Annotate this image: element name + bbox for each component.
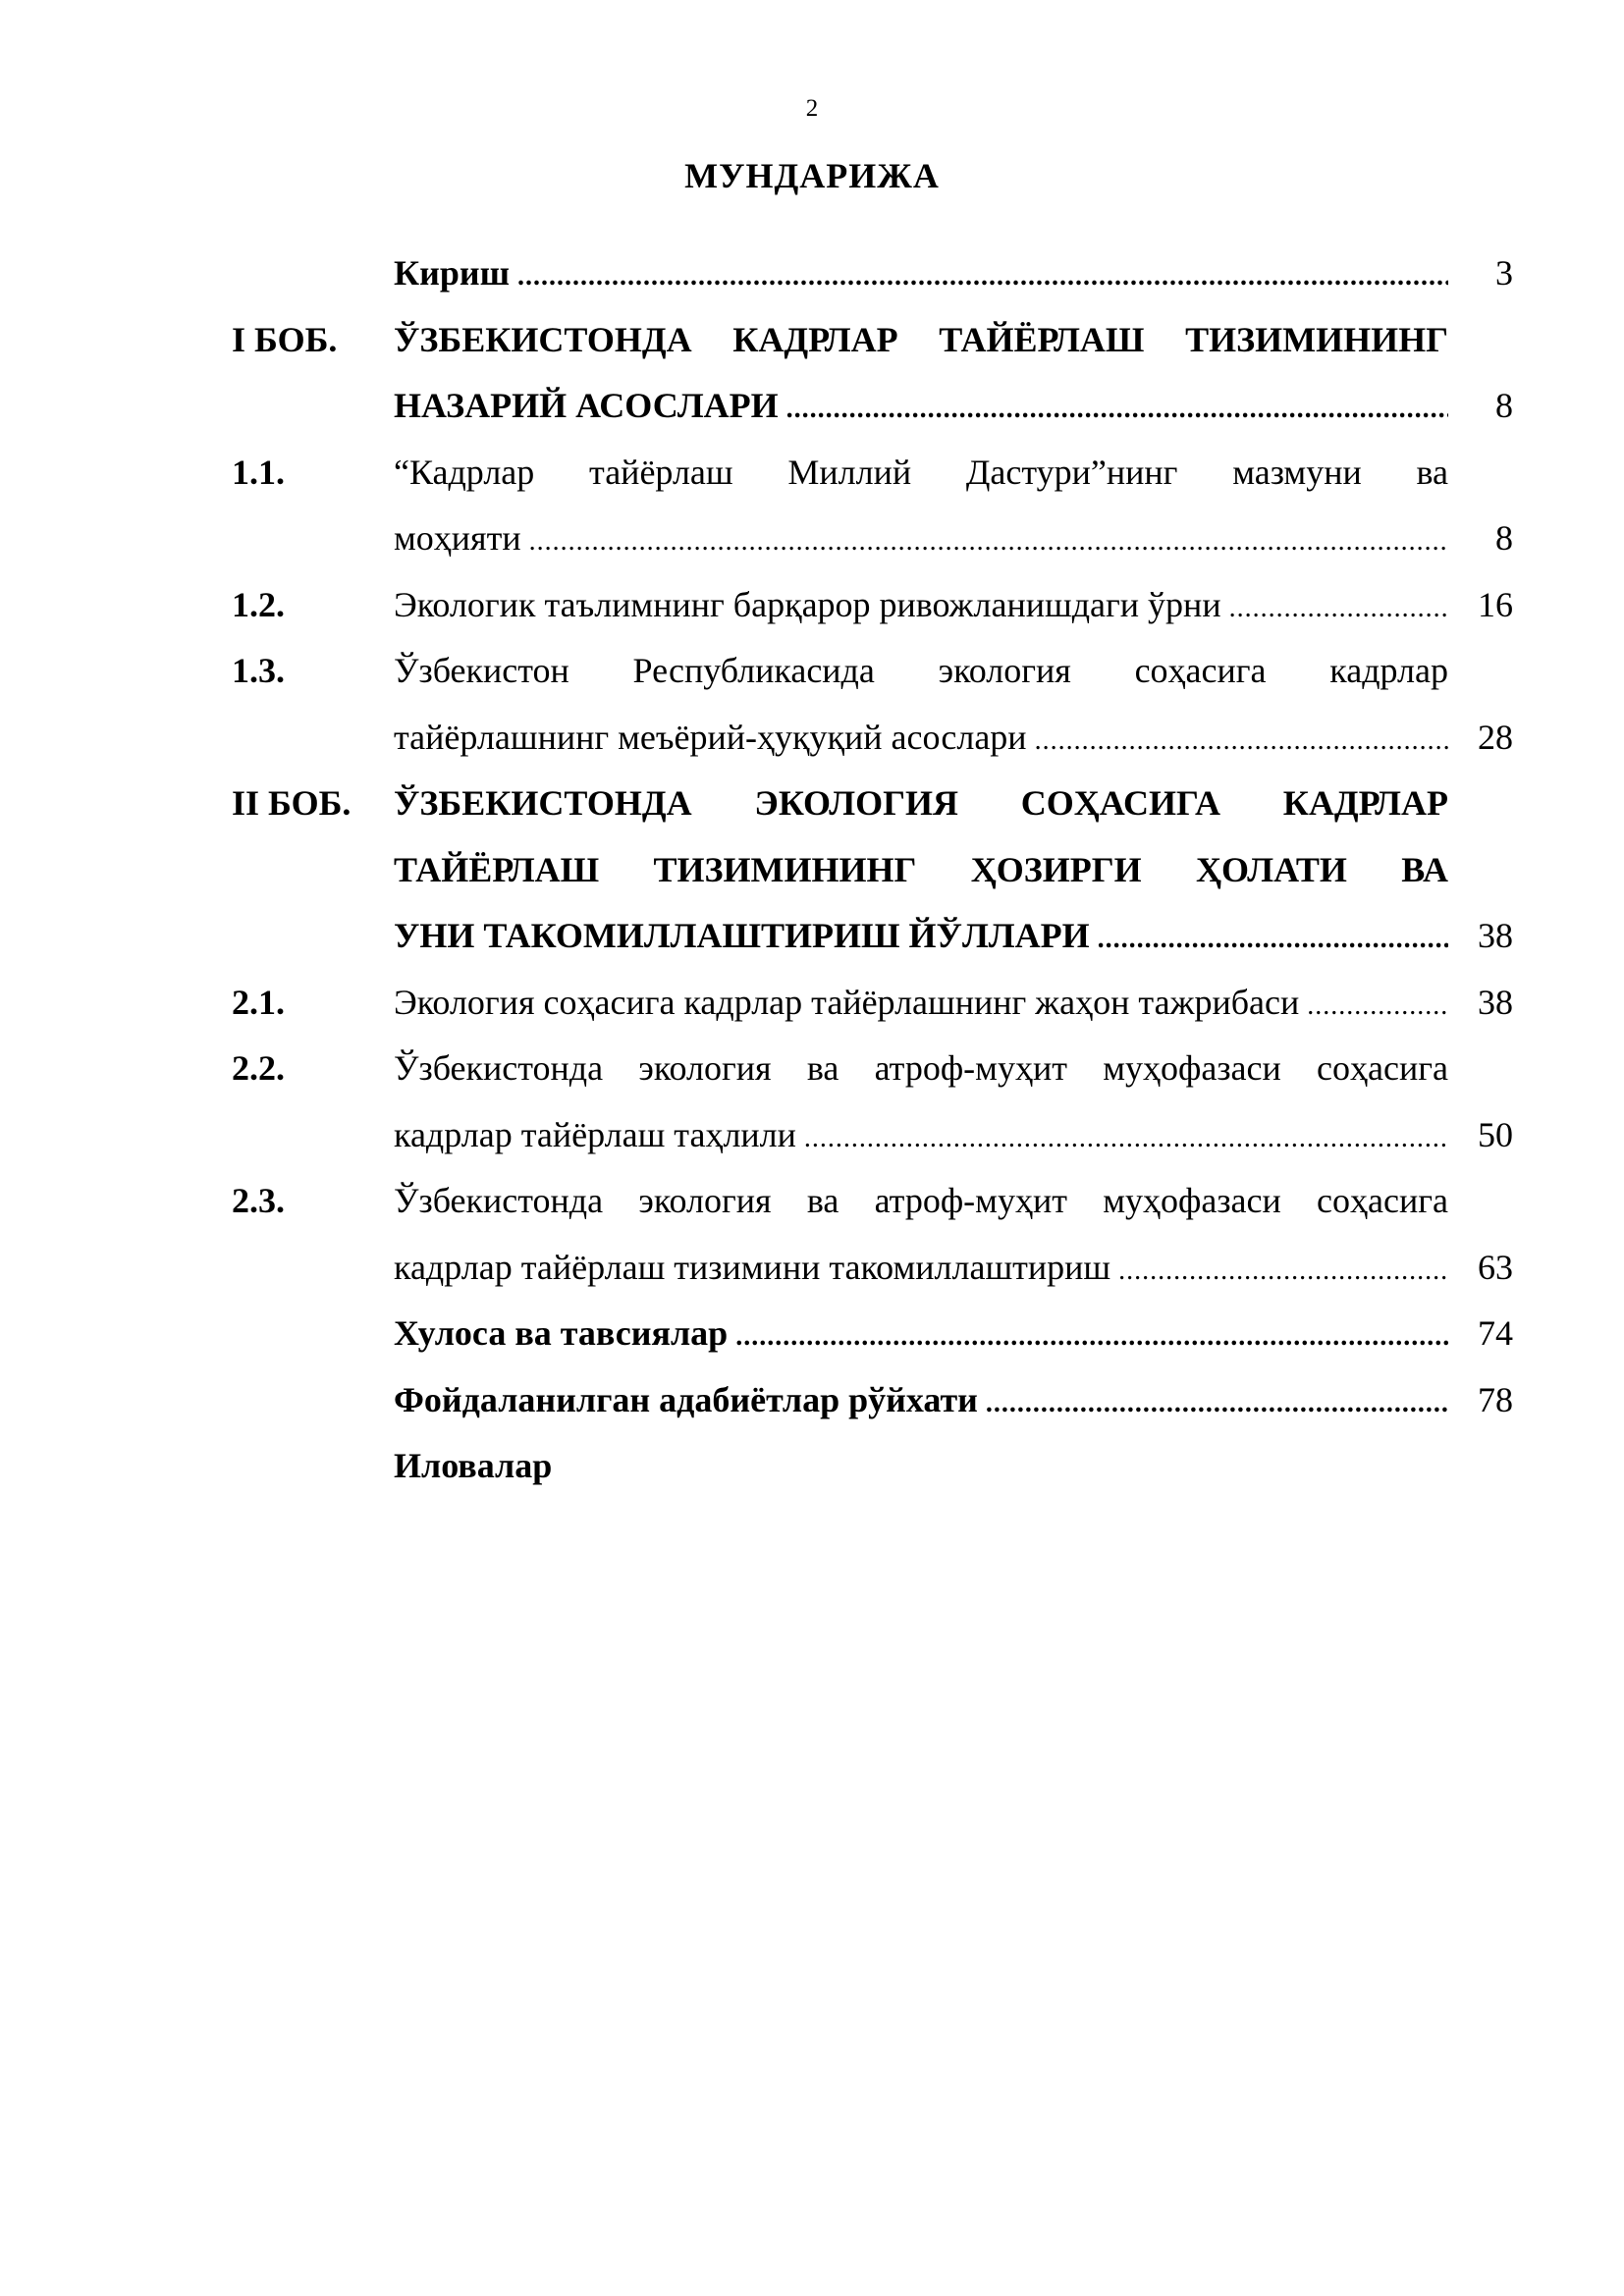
dot-leader	[1307, 973, 1448, 1040]
toc-entry-page: 78	[1478, 1379, 1513, 1419]
toc-entry-title: ЎЗБЕКИСТОНДА ЭКОЛОГИЯ СОҲАСИГА КАДРЛАР	[394, 783, 1448, 823]
toc-entry-line	[0, 1102, 1624, 1169]
toc-entry-title	[394, 1301, 1448, 1370]
toc-entry-title	[394, 572, 1448, 642]
dot-leader	[1229, 575, 1448, 642]
dot-leader	[1098, 906, 1448, 973]
toc-entry-text: Хулоса ва тавсиялар	[394, 1313, 729, 1353]
toc-entry-number: 2.1.	[232, 982, 285, 1022]
dot-leader	[517, 243, 1448, 310]
toc-entry-line	[0, 572, 1624, 639]
toc-entry-line	[0, 837, 1624, 904]
dot-leader	[986, 1370, 1448, 1437]
toc-entry-line	[0, 1168, 1624, 1235]
toc-entry-line	[0, 970, 1624, 1037]
toc-entry-page: 50	[1478, 1114, 1513, 1154]
toc-entry-line	[0, 506, 1624, 572]
toc-entry-line	[0, 1433, 1624, 1500]
toc-entry-page: 63	[1478, 1247, 1513, 1287]
toc-entry-page: 3	[1495, 253, 1513, 293]
dot-leader	[529, 508, 1448, 575]
toc-entry-page: 28	[1478, 717, 1513, 757]
toc-entry-line	[0, 373, 1624, 440]
toc-entry-text: кадрлар тайёрлаш тизимини такомиллаштириш	[394, 1247, 1111, 1287]
page-number: 2	[805, 95, 819, 122]
toc-entry-title	[394, 1235, 1448, 1305]
toc-entry-title	[394, 903, 1448, 973]
dot-leader	[1035, 708, 1448, 774]
toc-entry-text: НАЗАРИЙ АСОСЛАРИ	[394, 386, 779, 425]
toc-entry-text: Экологик таълимнинг барқарор ривожланишдаги ўрни	[394, 584, 1221, 624]
page-title: МУНДАРИЖА	[684, 156, 940, 195]
toc-entry-title	[394, 240, 1448, 310]
toc-entry-text: кадрлар тайёрлаш таҳлили	[394, 1114, 796, 1154]
toc-entry-line	[0, 638, 1624, 705]
toc-entry-text: УНИ ТАКОМИЛЛАШТИРИШ ЙЎЛЛАРИ	[394, 916, 1090, 955]
toc-entry-line	[0, 1235, 1624, 1302]
toc-entry-page: 8	[1495, 386, 1513, 425]
toc-entry-line	[0, 1367, 1624, 1434]
dot-leader	[735, 1304, 1448, 1370]
toc-entry-page: 74	[1478, 1313, 1513, 1353]
toc-entry-title	[394, 1102, 1448, 1172]
toc-entry-number: II БОБ.	[232, 783, 352, 823]
toc-entry-line	[0, 903, 1624, 970]
toc-entry-text: тайёрлашнинг меъёрий-ҳуқуқий асослари	[394, 717, 1027, 757]
dot-leader	[786, 376, 1448, 443]
toc-entry-line	[0, 1301, 1624, 1367]
table-of-contents	[0, 240, 1624, 1500]
toc-entry-text: моҳияти	[394, 518, 521, 558]
toc-entry-number: 1.3.	[232, 651, 285, 690]
toc-entry-title: Ўзбекистонда экология ва атроф-муҳит муҳофазаси соҳасига	[394, 1181, 1448, 1220]
toc-entry-line	[0, 240, 1624, 307]
toc-entry-page: 38	[1478, 916, 1513, 955]
toc-entry-line	[0, 705, 1624, 772]
toc-entry-number: 2.2.	[232, 1048, 285, 1088]
toc-entry-page: 16	[1478, 584, 1513, 624]
toc-entry-title	[394, 373, 1448, 443]
toc-entry-line	[0, 771, 1624, 837]
toc-entry-text: Кириш	[394, 253, 511, 293]
toc-entry-title: ЎЗБЕКИСТОНДА КАДРЛАР ТАЙЁРЛАШ ТИЗИМИНИНГ	[394, 319, 1448, 359]
toc-entry-number: 1.2.	[232, 584, 285, 624]
toc-entry-text: Фойдаланилган адабиётлар рўйхати	[394, 1379, 978, 1419]
toc-entry-line	[0, 307, 1624, 374]
toc-entry-page: 38	[1478, 982, 1513, 1022]
toc-entry-title	[394, 705, 1448, 774]
toc-entry-number: I БОБ.	[232, 319, 338, 359]
toc-entry-text: Экология соҳасига кадрлар тайёрлашнинг жаҳон тажрибаси	[394, 982, 1300, 1022]
dot-leader	[1118, 1238, 1448, 1305]
toc-entry-number: 2.3.	[232, 1181, 285, 1220]
toc-entry-title	[394, 1367, 1448, 1437]
toc-entry-line	[0, 1036, 1624, 1102]
dot-leader	[804, 1105, 1448, 1172]
toc-entry-page: 8	[1495, 518, 1513, 558]
toc-entry-title: Ўзбекистонда экология ва атроф-муҳит муҳофазаси соҳасига	[394, 1048, 1448, 1088]
toc-entry-number: 1.1.	[232, 452, 285, 492]
toc-entry-title: Ўзбекистон Республикасида экология соҳасига кадрлар	[394, 651, 1448, 690]
toc-entry-title	[394, 506, 1448, 575]
toc-entry-line	[0, 440, 1624, 507]
toc-entry-title: Иловалар	[394, 1446, 553, 1485]
toc-entry-title: “Кадрлар тайёрлаш Миллий Дастури”нинг мазмуни ва	[394, 452, 1448, 492]
toc-entry-title: ТАЙЁРЛАШ ТИЗИМИНИНГ ҲОЗИРГИ ҲОЛАТИ ВА	[394, 849, 1448, 889]
toc-entry-title	[394, 970, 1448, 1040]
